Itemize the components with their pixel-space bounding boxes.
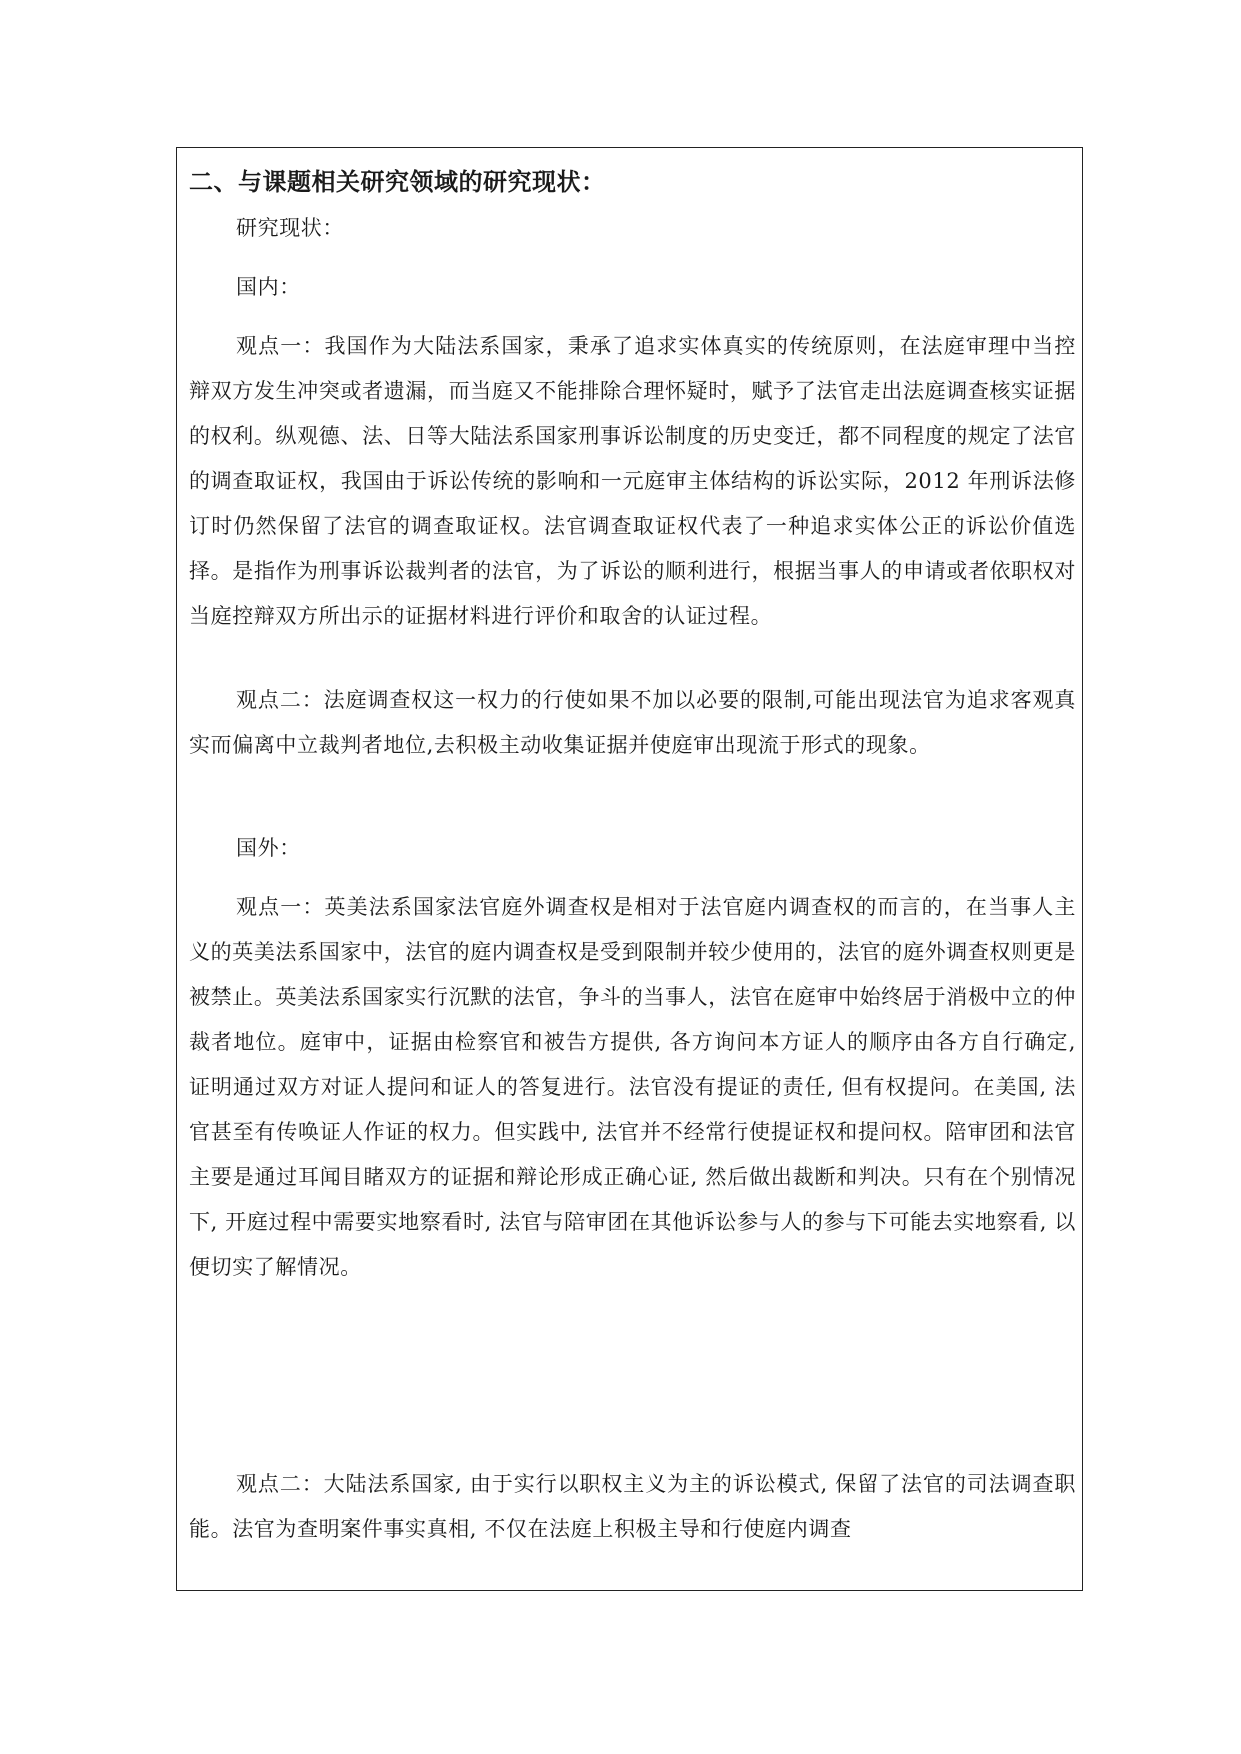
foreign-view-1: 观点一：英美法系国家法官庭外调查权是相对于法官庭内调查权的而言的，在当事人主义的英美法系国家中，法官的庭内调查权是受到限制并较少使用的，法官的庭外调查权则更是被禁止。英美法系国家实行沉默的法官，争斗的当事人，法官在庭审中始终居于消极中立的仲裁者地位。庭审中，证据由检察官和被告方提供, 各方询问本方证人的顺序由各方自行确定, 证明通过双方对证人提问和证人的答复进行。法官没有提证的责任, 但有权提问。在美国, 法官甚至有传唤证人作证的权力。但实践中, 法官并不经常行使提证权和提问权。陪审团和法官主要是通过耳闻目睹双方的证据和辩论形成正确心证, 然后做出裁断和判决。只有在个别情况下, 开庭过程中需要实地察看时, 法官与陪审团在其他诉讼参与人的参与下可能去实地察看, 以便切实了解情况。 (189, 895, 1076, 1279)
foreign-view-2: 观点二：大陆法系国家, 由于实行以职权主义为主的诉讼模式, 保留了法官的司法调查职能。法官为查明案件事实真相, 不仅在法庭上积极主导和行使庭内调查 (189, 1472, 1076, 1541)
domestic-view-1: 观点一：我国作为大陆法系国家，秉承了追求实体真实的传统原则，在法庭审理中当控辩双方发生冲突或者遗漏，而当庭又不能排除合理怀疑时，赋予了法官走出法庭调查核实证据的权利。纵观德、法、日等大陆法系国家刑事诉讼制度的历史变迁，都不同程度的规定了法官的调查取证权，我国由于诉讼传统的影响和一元庭审主体结构的诉讼实际，2012 年刑诉法修订时仍然保留了法官的调查取证权。法官调查取证权代表了一种追求实体公正的诉讼价值选择。是指作为刑事诉讼裁判者的法官，为了诉讼的顺利进行，根据当事人的申请或者依职权对当庭控辩双方所出示的证据材料进行评价和取舍的认证过程。 (189, 334, 1076, 628)
status-label: 研究现状： (236, 216, 344, 240)
domestic-label: 国内： (236, 275, 301, 299)
domestic-view-2: 观点二：法庭调查权这一权力的行使如果不加以必要的限制,可能出现法官为追求客观真实而偏离中立裁判者地位,去积极主动收集证据并使庭审出现流于形式的现象。 (189, 688, 1076, 757)
table-cell-frame (176, 147, 1083, 1591)
section-heading: 二、与课题相关研究领域的研究现状： (189, 168, 606, 196)
foreign-label: 国外： (236, 836, 301, 860)
